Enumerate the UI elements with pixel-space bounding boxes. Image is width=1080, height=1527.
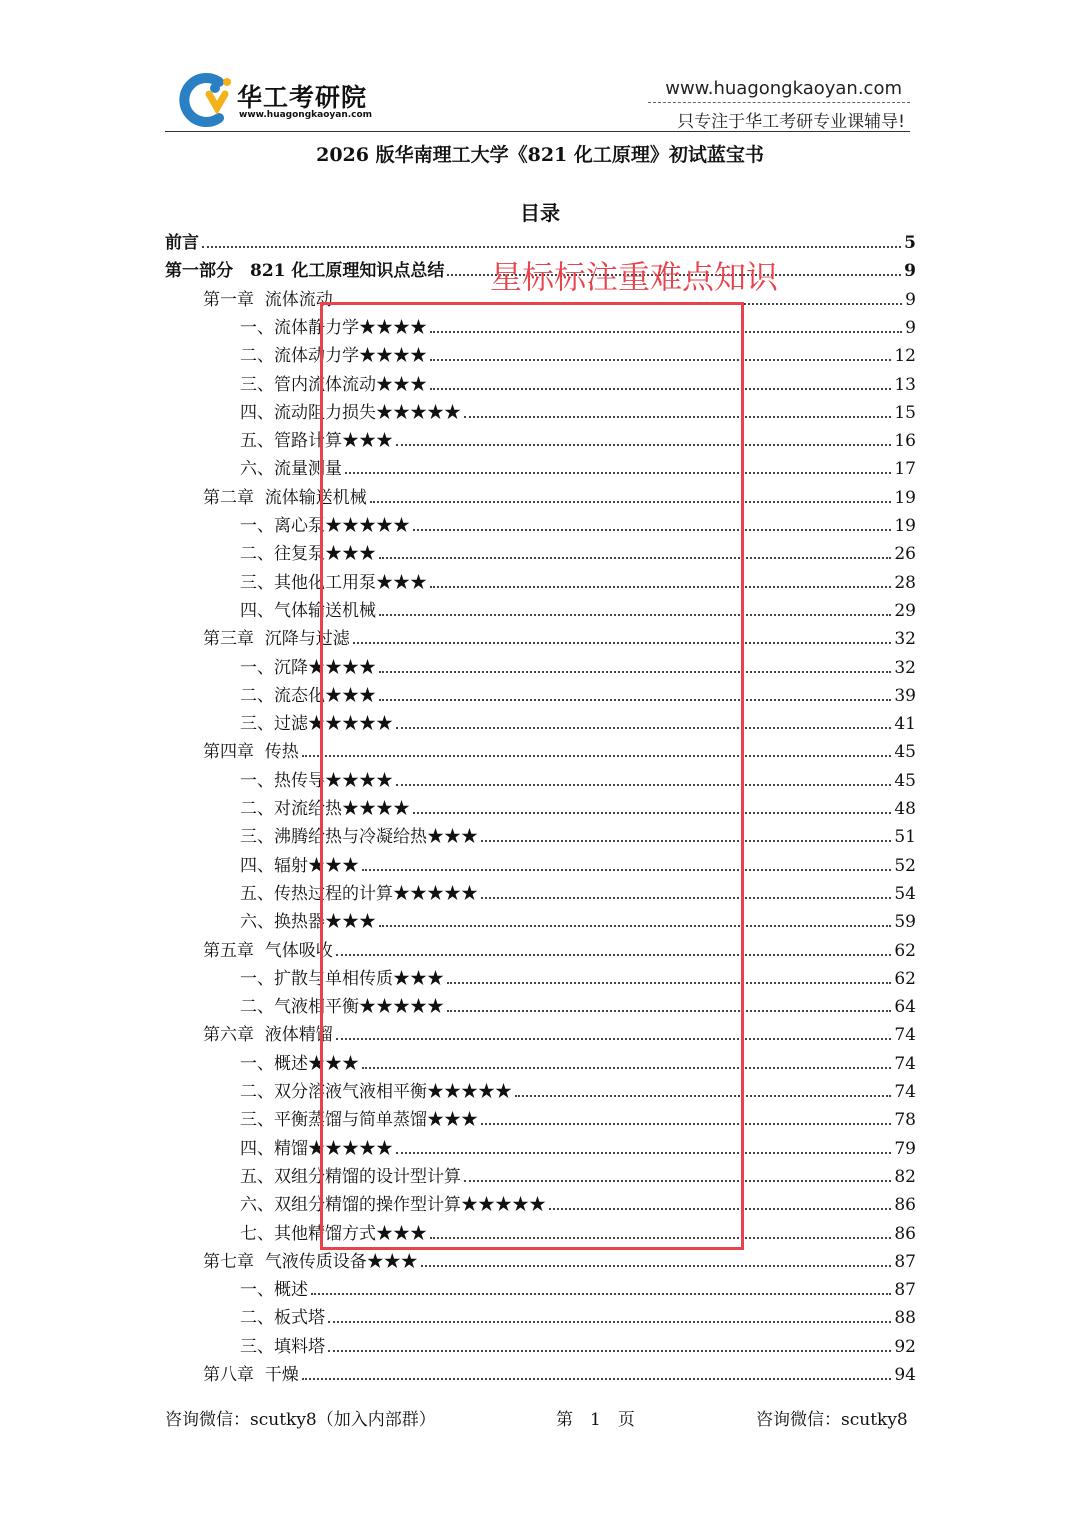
toc-entry-label: 第四章 传热	[203, 742, 299, 763]
toc-entry-page: 45	[894, 742, 916, 763]
toc-entry-label: 二、气液相平衡★★★★★	[240, 997, 444, 1018]
toc-entry-page: 86	[894, 1223, 916, 1244]
toc-entry-label: 六、流量测量	[240, 459, 342, 480]
toc-entry-label: 第一章 流体流动	[203, 289, 333, 310]
toc-entry-page: 29	[894, 600, 916, 621]
toc-entry-label: 四、精馏★★★★★	[240, 1138, 393, 1159]
toc-entry-page: 32	[894, 657, 916, 678]
toc-entry-page: 74	[894, 1053, 916, 1074]
footer-page-number: 第 1 页	[556, 1410, 635, 1430]
toc-dot-leader	[302, 1378, 892, 1380]
toc-entry-label: 六、换热器★★★	[240, 912, 376, 933]
logo-name: 华工考研院	[237, 83, 368, 112]
toc-entry-page: 79	[894, 1138, 916, 1159]
toc-entry-page: 12	[894, 346, 916, 367]
toc-dot-leader	[311, 1293, 891, 1295]
toc-entry-label: 一、沉降★★★★	[240, 657, 376, 678]
toc-entry-page: 45	[894, 770, 916, 791]
toc-entry-page: 13	[894, 374, 916, 395]
toc-entry-label: 第六章 液体精馏	[203, 1025, 333, 1046]
toc-entry-page: 48	[894, 799, 916, 819]
toc-entry-page: 26	[894, 544, 916, 565]
toc-entry-label: 二、对流给热★★★★	[240, 799, 410, 819]
toc-entry-page: 87	[894, 1280, 916, 1301]
toc-entry-label: 三、过滤★★★★★	[240, 714, 393, 735]
toc-entry-label: 一、概述★★★	[240, 1053, 359, 1074]
toc-entry-page: 9	[904, 261, 916, 282]
toc-entry-page: 92	[894, 1336, 916, 1357]
toc-entry-label: 二、往复泵★★★	[240, 544, 376, 565]
toc-entry-label: 前言	[165, 233, 199, 253]
toc-entry-page: 32	[894, 629, 916, 650]
toc-entry-page: 87	[894, 1251, 916, 1272]
toc-entry-label: 二、双分溶液气液相平衡★★★★★	[240, 1082, 512, 1102]
toc-entry-label: 一、离心泵★★★★★	[240, 516, 410, 536]
toc-entry-page: 64	[894, 997, 916, 1018]
toc-entry-page: 74	[894, 1082, 916, 1102]
document-title: 2026 版华南理工大学《821 化工原理》初试蓝宝书	[316, 144, 764, 166]
toc-entry-page: 82	[894, 1166, 916, 1187]
toc-entry-page: 16	[894, 431, 916, 452]
highlight-callout: 星标标注重难点知识	[490, 258, 779, 296]
toc-dot-leader	[328, 1321, 891, 1323]
toc-entry-label: 三、填料塔	[240, 1336, 325, 1357]
toc-entry-label: 第七章 气液传质设备★★★	[203, 1251, 418, 1272]
footer-contact-right: 咨询微信：scutky8	[756, 1410, 908, 1430]
toc-entry-label: 三、平衡蒸馏与简单蒸馏★★★	[240, 1110, 478, 1131]
toc-entry-label: 三、管内流体流动★★★	[240, 374, 427, 395]
toc-entry-label: 五、传热过程的计算★★★★★	[240, 883, 478, 904]
toc-entry-page: 62	[894, 968, 916, 989]
toc-entry[interactable]	[203, 1247, 916, 1273]
toc-entry-page: 9	[905, 317, 916, 338]
toc-entry-label: 第三章 沉降与过滤	[203, 629, 350, 650]
toc-entry-page: 5	[904, 233, 916, 253]
toc-entry-label: 第二章 流体输送机械	[203, 487, 367, 508]
toc-entry[interactable]	[240, 1275, 916, 1301]
footer-contact-left: 咨询微信：scutky8（加入内部群）	[165, 1410, 436, 1430]
highlight-box	[320, 302, 744, 1250]
toc-entry-page: 41	[894, 714, 916, 735]
toc-dot-leader	[328, 1350, 891, 1352]
toc-entry-label: 一、概述	[240, 1280, 308, 1301]
toc-entry-label: 一、热传导★★★★	[240, 770, 393, 791]
header-slogan: 只专注于华工考研专业课辅导!	[677, 112, 905, 132]
toc-entry-label: 第八章 干燥	[203, 1365, 299, 1385]
toc-dot-leader	[202, 246, 901, 248]
toc-entry-page: 74	[894, 1025, 916, 1046]
toc-entry-label: 三、其他化工用泵★★★	[240, 572, 427, 593]
toc-entry-label: 七、其他精馏方式★★★	[240, 1223, 427, 1244]
toc-entry-page: 54	[894, 883, 916, 904]
toc-entry[interactable]	[165, 228, 916, 254]
toc-entry-label: 四、气体输送机械	[240, 600, 376, 621]
toc-entry[interactable]	[240, 1332, 916, 1358]
toc-entry-page: 19	[894, 516, 916, 536]
toc-entry[interactable]	[203, 1360, 916, 1386]
logo-url: www.huagongkaoyan.com	[239, 110, 373, 120]
toc-entry-page: 51	[894, 827, 916, 848]
toc-entry-label: 二、板式塔	[240, 1308, 325, 1329]
toc-heading: 目录	[520, 201, 560, 225]
toc-entry-label: 五、管路计算★★★	[240, 431, 393, 452]
toc-entry-label: 一、流体静力学★★★★	[240, 317, 427, 338]
toc-entry-page: 78	[894, 1110, 916, 1131]
toc-entry-page: 94	[894, 1365, 916, 1385]
toc-entry-page: 52	[894, 855, 916, 876]
toc-entry-page: 19	[894, 487, 916, 508]
toc-entry-page: 88	[894, 1308, 916, 1329]
toc-entry-label: 六、双组分精馏的操作型计算★★★★★	[240, 1195, 546, 1216]
toc-entry-label: 五、双组分精馏的设计型计算	[240, 1166, 461, 1187]
toc-entry-page: 86	[894, 1195, 916, 1216]
toc-entry-page: 9	[905, 289, 916, 310]
toc-entry-label: 二、流体动力学★★★★	[240, 346, 427, 367]
site-url[interactable]: www.huagongkaoyan.com	[665, 78, 902, 99]
toc-entry-page: 28	[894, 572, 916, 593]
toc-entry-label: 四、流动阻力损失★★★★★	[240, 402, 461, 423]
toc-dot-leader	[421, 1265, 892, 1267]
toc-entry-page: 15	[894, 402, 916, 423]
toc-entry-page: 39	[894, 685, 916, 706]
toc-entry-label: 四、辐射★★★	[240, 855, 359, 876]
toc-entry-label: 三、沸腾给热与冷凝给热★★★	[240, 827, 478, 848]
toc-entry-page: 59	[894, 912, 916, 933]
toc-entry-page: 17	[894, 459, 916, 480]
toc-entry-page: 62	[894, 940, 916, 961]
toc-entry[interactable]	[240, 1303, 916, 1329]
toc-entry-label: 二、流态化★★★	[240, 685, 376, 706]
toc-entry-label: 一、扩散与单相传质★★★	[240, 968, 444, 989]
toc-entry-label: 第一部分 821 化工原理知识点总结	[165, 261, 445, 282]
toc-entry-label: 第五章 气体吸收	[203, 940, 333, 961]
